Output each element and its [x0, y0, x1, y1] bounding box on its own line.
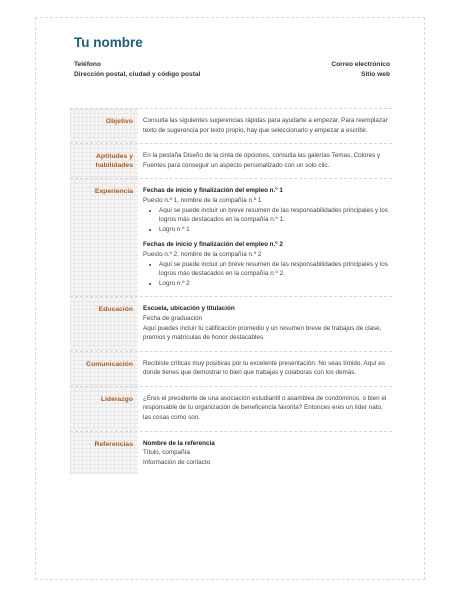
section-title: Educación: [70, 297, 138, 350]
educacion-text[interactable]: Aquí puedes incluir tu calificación promedio y un resumen breve de trabajos de clase, premios y matrículas de honor destacables.: [143, 324, 382, 342]
section-body[interactable]: [138, 109, 392, 143]
liderazgo-text[interactable]: ¿Eres el presidente de una asociación estudiantil o asamblea de condóminos, o bien el responsable de tu organización de beneficencia favorita? Entonces eres un líder nato, las cosas como son.: [143, 394, 387, 422]
job-entry[interactable]: [143, 240, 392, 288]
section-body[interactable]: [138, 352, 392, 386]
section-title: Objetivo: [70, 109, 138, 143]
phone-field[interactable]: Teléfono: [74, 61, 101, 68]
website-field[interactable]: Sitio web: [361, 70, 390, 78]
job-title[interactable]: Fechas de inicio y finalización del empleo n.º 2: [143, 241, 283, 249]
list-item[interactable]: • Aquí se puede incluir un breve resumen de las responsabilidades principales y los logros más destacados en la compañía n.º 1.: [159, 206, 392, 225]
reference-name[interactable]: Nombre de la referencia: [143, 439, 215, 447]
job-entry[interactable]: [143, 186, 392, 234]
job-title[interactable]: Fechas de inicio y finalización del empleo n.º 1: [143, 187, 283, 195]
section-referencias: [70, 431, 392, 476]
section-body[interactable]: [138, 179, 392, 296]
list-item[interactable]: • Logro n.º 2: [159, 279, 392, 289]
reference-role[interactable]: Título, compañía: [143, 449, 190, 457]
objetivo-text[interactable]: Consulta las siguientes sugerencias rápidas para ayudarte a empezar. Para reemplazar texto de sugerencia por texto propio, hay que seleccionarlo y empezar a escribir.: [143, 117, 388, 134]
aptitudes-text[interactable]: En la pestaña Diseño de la cinta de opciones, consulta las galerías Temas, Colores y Fuentes para conseguir un aspecto personalizado con un solo clic.: [143, 152, 381, 169]
section-experiencia: [70, 178, 392, 296]
section-body[interactable]: [138, 387, 392, 431]
section-aptitudes: [70, 143, 392, 178]
section-educacion: [70, 296, 392, 350]
section-title: Aptitudes y habilidades: [70, 144, 138, 178]
contact-left: [74, 60, 200, 79]
section-title: Referencias: [70, 432, 138, 476]
list-item[interactable]: • Aquí se puede incluir un breve resumen de las responsabilidades principales y los logros más destacados en la compañía n.º 2.: [159, 260, 392, 279]
section-title: Experiencia: [70, 179, 138, 296]
section-title: Comunicación: [70, 352, 138, 386]
job-bullets: [143, 260, 392, 289]
section-comunicacion: [70, 351, 392, 386]
section-body[interactable]: [138, 432, 392, 476]
graduation-date[interactable]: Fecha de graduación: [143, 314, 203, 322]
section-body[interactable]: [138, 297, 392, 350]
contact-right: [331, 60, 390, 79]
section-body[interactable]: [138, 144, 392, 178]
section-objetivo: [70, 108, 392, 143]
school-title[interactable]: Escuela, ubicación y titulación: [143, 305, 235, 313]
job-position[interactable]: Puesto n.º 1, nombre de la compañía n.º 1: [143, 196, 262, 204]
resume-sections: [70, 108, 392, 475]
reference-contact[interactable]: Información de contacto: [143, 458, 211, 466]
contact-row: [74, 60, 390, 79]
email-field[interactable]: Correo electrónico: [331, 61, 390, 68]
job-bullets: [143, 206, 392, 235]
resume-name[interactable]: Tu nombre: [74, 35, 143, 50]
address-field[interactable]: Dirección postal, ciudad y código postal: [74, 70, 201, 78]
comunicacion-text[interactable]: Recibiste críticas muy positivas por tu excelente presentación. No seas tímido. Aquí es donde tienes que demostrar lo bien que trabajas y colaboras con los demás.: [143, 359, 385, 377]
job-position[interactable]: Puesto n.º 2, nombre de la compañía n.º 2: [143, 250, 262, 258]
section-liderazgo: [70, 386, 392, 431]
section-title: Liderazgo: [70, 387, 138, 431]
resume-header: [40, 35, 390, 79]
list-item[interactable]: • Logro n.º 1: [159, 225, 392, 235]
